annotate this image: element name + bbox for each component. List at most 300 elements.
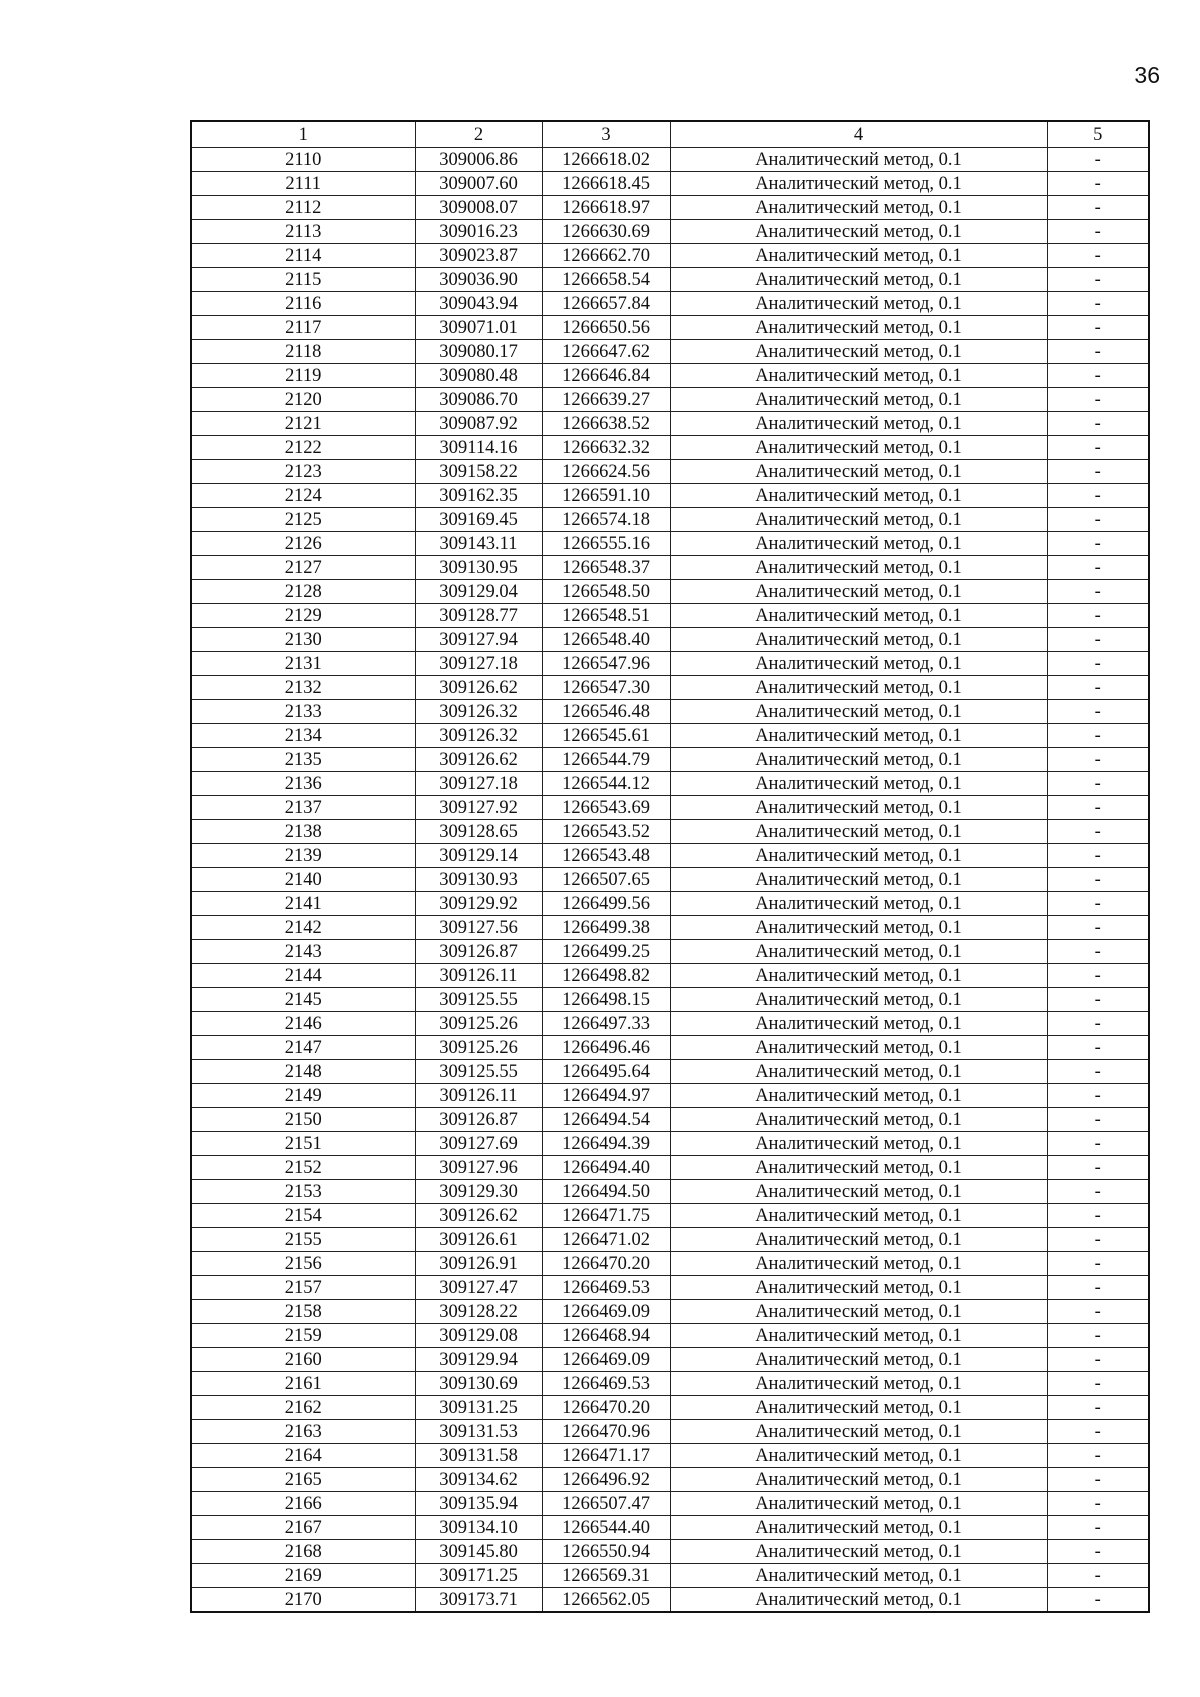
- method-cell: Аналитический метод, 0.1: [670, 724, 1047, 748]
- method-cell: Аналитический метод, 0.1: [670, 988, 1047, 1012]
- method-cell: Аналитический метод, 0.1: [670, 244, 1047, 268]
- table-row: [191, 1204, 1149, 1228]
- note-cell: -: [1047, 1252, 1149, 1276]
- y-coordinate-cell: 1266470.20: [542, 1252, 670, 1276]
- x-coordinate-cell: 309125.55: [415, 1060, 542, 1084]
- table-row: [191, 1012, 1149, 1036]
- table-row: [191, 508, 1149, 532]
- table-row: [191, 1132, 1149, 1156]
- method-cell: Аналитический метод, 0.1: [670, 1300, 1047, 1324]
- note-cell: -: [1047, 1084, 1149, 1108]
- column-header-5: 5: [1047, 121, 1149, 148]
- point-number-cell: 2139: [191, 844, 415, 868]
- y-coordinate-cell: 1266498.15: [542, 988, 670, 1012]
- method-cell: Аналитический метод, 0.1: [670, 1204, 1047, 1228]
- point-number-cell: 2128: [191, 580, 415, 604]
- y-coordinate-cell: 1266471.17: [542, 1444, 670, 1468]
- table-row: [191, 388, 1149, 412]
- table-row: [191, 1348, 1149, 1372]
- note-cell: -: [1047, 1492, 1149, 1516]
- table-row: [191, 484, 1149, 508]
- point-number-cell: 2168: [191, 1540, 415, 1564]
- x-coordinate-cell: 309171.25: [415, 1564, 542, 1588]
- method-cell: Аналитический метод, 0.1: [670, 484, 1047, 508]
- method-cell: Аналитический метод, 0.1: [670, 628, 1047, 652]
- note-cell: -: [1047, 292, 1149, 316]
- note-cell: -: [1047, 340, 1149, 364]
- method-cell: Аналитический метод, 0.1: [670, 220, 1047, 244]
- x-coordinate-cell: 309023.87: [415, 244, 542, 268]
- note-cell: -: [1047, 196, 1149, 220]
- point-number-cell: 2115: [191, 268, 415, 292]
- point-number-cell: 2127: [191, 556, 415, 580]
- y-coordinate-cell: 1266548.40: [542, 628, 670, 652]
- x-coordinate-cell: 309129.08: [415, 1324, 542, 1348]
- point-number-cell: 2159: [191, 1324, 415, 1348]
- y-coordinate-cell: 1266496.46: [542, 1036, 670, 1060]
- y-coordinate-cell: 1266574.18: [542, 508, 670, 532]
- method-cell: Аналитический метод, 0.1: [670, 292, 1047, 316]
- note-cell: -: [1047, 1348, 1149, 1372]
- x-coordinate-cell: 309126.62: [415, 676, 542, 700]
- y-coordinate-cell: 1266470.20: [542, 1396, 670, 1420]
- method-cell: Аналитический метод, 0.1: [670, 1444, 1047, 1468]
- method-cell: Аналитический метод, 0.1: [670, 172, 1047, 196]
- note-cell: -: [1047, 748, 1149, 772]
- method-cell: Аналитический метод, 0.1: [670, 556, 1047, 580]
- x-coordinate-cell: 309143.11: [415, 532, 542, 556]
- x-coordinate-cell: 309007.60: [415, 172, 542, 196]
- point-number-cell: 2151: [191, 1132, 415, 1156]
- point-number-cell: 2141: [191, 892, 415, 916]
- method-cell: Аналитический метод, 0.1: [670, 1396, 1047, 1420]
- x-coordinate-cell: 309126.91: [415, 1252, 542, 1276]
- note-cell: -: [1047, 844, 1149, 868]
- table-row: [191, 220, 1149, 244]
- note-cell: -: [1047, 580, 1149, 604]
- note-cell: -: [1047, 1324, 1149, 1348]
- y-coordinate-cell: 1266471.02: [542, 1228, 670, 1252]
- y-coordinate-cell: 1266639.27: [542, 388, 670, 412]
- y-coordinate-cell: 1266618.02: [542, 148, 670, 172]
- note-cell: -: [1047, 220, 1149, 244]
- table-row: [191, 1540, 1149, 1564]
- x-coordinate-cell: 309129.30: [415, 1180, 542, 1204]
- note-cell: -: [1047, 772, 1149, 796]
- point-number-cell: 2154: [191, 1204, 415, 1228]
- note-cell: -: [1047, 508, 1149, 532]
- x-coordinate-cell: 309127.96: [415, 1156, 542, 1180]
- method-cell: Аналитический метод, 0.1: [670, 1540, 1047, 1564]
- method-cell: Аналитический метод, 0.1: [670, 340, 1047, 364]
- table-row: [191, 748, 1149, 772]
- note-cell: -: [1047, 316, 1149, 340]
- table-row: [191, 1156, 1149, 1180]
- note-cell: -: [1047, 460, 1149, 484]
- y-coordinate-cell: 1266544.79: [542, 748, 670, 772]
- table-row: [191, 676, 1149, 700]
- point-number-cell: 2163: [191, 1420, 415, 1444]
- table-row: [191, 268, 1149, 292]
- table-row: [191, 340, 1149, 364]
- method-cell: Аналитический метод, 0.1: [670, 1252, 1047, 1276]
- table-row: [191, 844, 1149, 868]
- x-coordinate-cell: 309126.87: [415, 940, 542, 964]
- note-cell: -: [1047, 1012, 1149, 1036]
- note-cell: -: [1047, 412, 1149, 436]
- y-coordinate-cell: 1266548.50: [542, 580, 670, 604]
- note-cell: -: [1047, 1276, 1149, 1300]
- table-row: [191, 1564, 1149, 1588]
- method-cell: Аналитический метод, 0.1: [670, 1420, 1047, 1444]
- table-row: [191, 796, 1149, 820]
- x-coordinate-cell: 309080.48: [415, 364, 542, 388]
- note-cell: -: [1047, 268, 1149, 292]
- x-coordinate-cell: 309130.69: [415, 1372, 542, 1396]
- x-coordinate-cell: 309125.26: [415, 1036, 542, 1060]
- x-coordinate-cell: 309169.45: [415, 508, 542, 532]
- page-number: 36: [1134, 62, 1160, 88]
- table-row: [191, 436, 1149, 460]
- y-coordinate-cell: 1266618.97: [542, 196, 670, 220]
- y-coordinate-cell: 1266543.69: [542, 796, 670, 820]
- y-coordinate-cell: 1266547.96: [542, 652, 670, 676]
- note-cell: -: [1047, 1108, 1149, 1132]
- method-cell: Аналитический метод, 0.1: [670, 1276, 1047, 1300]
- table-row: [191, 1468, 1149, 1492]
- x-coordinate-cell: 309129.14: [415, 844, 542, 868]
- table-row: [191, 244, 1149, 268]
- x-coordinate-cell: 309036.90: [415, 268, 542, 292]
- note-cell: -: [1047, 1156, 1149, 1180]
- method-cell: Аналитический метод, 0.1: [670, 772, 1047, 796]
- note-cell: -: [1047, 1444, 1149, 1468]
- point-number-cell: 2132: [191, 676, 415, 700]
- note-cell: -: [1047, 364, 1149, 388]
- method-cell: Аналитический метод, 0.1: [670, 436, 1047, 460]
- y-coordinate-cell: 1266647.62: [542, 340, 670, 364]
- table-row: [191, 820, 1149, 844]
- note-cell: -: [1047, 1204, 1149, 1228]
- table-row: [191, 1084, 1149, 1108]
- column-header-2: 2: [415, 121, 542, 148]
- note-cell: -: [1047, 1564, 1149, 1588]
- x-coordinate-cell: 309129.04: [415, 580, 542, 604]
- method-cell: Аналитический метод, 0.1: [670, 748, 1047, 772]
- point-number-cell: 2144: [191, 964, 415, 988]
- note-cell: -: [1047, 1372, 1149, 1396]
- point-number-cell: 2119: [191, 364, 415, 388]
- y-coordinate-cell: 1266498.82: [542, 964, 670, 988]
- y-coordinate-cell: 1266591.10: [542, 484, 670, 508]
- x-coordinate-cell: 309086.70: [415, 388, 542, 412]
- method-cell: Аналитический метод, 0.1: [670, 844, 1047, 868]
- method-cell: Аналитический метод, 0.1: [670, 604, 1047, 628]
- table-row: [191, 1420, 1149, 1444]
- note-cell: -: [1047, 604, 1149, 628]
- table-row: [191, 628, 1149, 652]
- y-coordinate-cell: 1266657.84: [542, 292, 670, 316]
- y-coordinate-cell: 1266543.48: [542, 844, 670, 868]
- method-cell: Аналитический метод, 0.1: [670, 460, 1047, 484]
- table-row: [191, 1036, 1149, 1060]
- point-number-cell: 2149: [191, 1084, 415, 1108]
- y-coordinate-cell: 1266632.32: [542, 436, 670, 460]
- x-coordinate-cell: 309173.71: [415, 1588, 542, 1613]
- y-coordinate-cell: 1266546.48: [542, 700, 670, 724]
- point-number-cell: 2131: [191, 652, 415, 676]
- y-coordinate-cell: 1266658.54: [542, 268, 670, 292]
- column-header-1: 1: [191, 121, 415, 148]
- method-cell: Аналитический метод, 0.1: [670, 1084, 1047, 1108]
- method-cell: Аналитический метод, 0.1: [670, 412, 1047, 436]
- table-body: [191, 148, 1149, 1613]
- point-number-cell: 2114: [191, 244, 415, 268]
- point-number-cell: 2133: [191, 700, 415, 724]
- point-number-cell: 2122: [191, 436, 415, 460]
- point-number-cell: 2121: [191, 412, 415, 436]
- y-coordinate-cell: 1266543.52: [542, 820, 670, 844]
- y-coordinate-cell: 1266550.94: [542, 1540, 670, 1564]
- y-coordinate-cell: 1266646.84: [542, 364, 670, 388]
- point-number-cell: 2161: [191, 1372, 415, 1396]
- y-coordinate-cell: 1266630.69: [542, 220, 670, 244]
- y-coordinate-cell: 1266548.37: [542, 556, 670, 580]
- x-coordinate-cell: 309127.18: [415, 652, 542, 676]
- table-row: [191, 172, 1149, 196]
- y-coordinate-cell: 1266618.45: [542, 172, 670, 196]
- point-number-cell: 2150: [191, 1108, 415, 1132]
- note-cell: -: [1047, 676, 1149, 700]
- column-header-4: 4: [670, 121, 1047, 148]
- table-row: [191, 460, 1149, 484]
- table-row: [191, 1300, 1149, 1324]
- method-cell: Аналитический метод, 0.1: [670, 316, 1047, 340]
- note-cell: -: [1047, 1060, 1149, 1084]
- note-cell: -: [1047, 388, 1149, 412]
- y-coordinate-cell: 1266548.51: [542, 604, 670, 628]
- method-cell: Аналитический метод, 0.1: [670, 1108, 1047, 1132]
- note-cell: -: [1047, 148, 1149, 172]
- note-cell: -: [1047, 1588, 1149, 1613]
- point-number-cell: 2162: [191, 1396, 415, 1420]
- y-coordinate-cell: 1266545.61: [542, 724, 670, 748]
- note-cell: -: [1047, 988, 1149, 1012]
- y-coordinate-cell: 1266469.53: [542, 1372, 670, 1396]
- point-number-cell: 2110: [191, 148, 415, 172]
- x-coordinate-cell: 309131.25: [415, 1396, 542, 1420]
- point-number-cell: 2135: [191, 748, 415, 772]
- x-coordinate-cell: 309126.61: [415, 1228, 542, 1252]
- method-cell: Аналитический метод, 0.1: [670, 1348, 1047, 1372]
- method-cell: Аналитический метод, 0.1: [670, 1132, 1047, 1156]
- x-coordinate-cell: 309135.94: [415, 1492, 542, 1516]
- y-coordinate-cell: 1266544.12: [542, 772, 670, 796]
- point-number-cell: 2166: [191, 1492, 415, 1516]
- y-coordinate-cell: 1266469.09: [542, 1300, 670, 1324]
- y-coordinate-cell: 1266507.47: [542, 1492, 670, 1516]
- x-coordinate-cell: 309162.35: [415, 484, 542, 508]
- note-cell: -: [1047, 436, 1149, 460]
- method-cell: Аналитический метод, 0.1: [670, 1228, 1047, 1252]
- table-row: [191, 772, 1149, 796]
- y-coordinate-cell: 1266494.39: [542, 1132, 670, 1156]
- x-coordinate-cell: 309126.62: [415, 748, 542, 772]
- method-cell: Аналитический метод, 0.1: [670, 1060, 1047, 1084]
- x-coordinate-cell: 309127.18: [415, 772, 542, 796]
- y-coordinate-cell: 1266469.09: [542, 1348, 670, 1372]
- x-coordinate-cell: 309127.47: [415, 1276, 542, 1300]
- table-row: [191, 916, 1149, 940]
- table-row: [191, 988, 1149, 1012]
- table-row: [191, 532, 1149, 556]
- x-coordinate-cell: 309126.11: [415, 964, 542, 988]
- method-cell: Аналитический метод, 0.1: [670, 532, 1047, 556]
- table-row: [191, 1060, 1149, 1084]
- point-number-cell: 2112: [191, 196, 415, 220]
- method-cell: Аналитический метод, 0.1: [670, 268, 1047, 292]
- method-cell: Аналитический метод, 0.1: [670, 964, 1047, 988]
- method-cell: Аналитический метод, 0.1: [670, 1468, 1047, 1492]
- note-cell: -: [1047, 796, 1149, 820]
- x-coordinate-cell: 309080.17: [415, 340, 542, 364]
- note-cell: -: [1047, 1132, 1149, 1156]
- x-coordinate-cell: 309126.11: [415, 1084, 542, 1108]
- y-coordinate-cell: 1266547.30: [542, 676, 670, 700]
- method-cell: Аналитический метод, 0.1: [670, 1180, 1047, 1204]
- note-cell: -: [1047, 1516, 1149, 1540]
- x-coordinate-cell: 309127.94: [415, 628, 542, 652]
- y-coordinate-cell: 1266471.75: [542, 1204, 670, 1228]
- note-cell: -: [1047, 940, 1149, 964]
- table-row: [191, 1516, 1149, 1540]
- table-row: [191, 1372, 1149, 1396]
- method-cell: Аналитический метод, 0.1: [670, 508, 1047, 532]
- y-coordinate-cell: 1266499.25: [542, 940, 670, 964]
- table-row: [191, 196, 1149, 220]
- table-row: [191, 1276, 1149, 1300]
- y-coordinate-cell: 1266494.50: [542, 1180, 670, 1204]
- x-coordinate-cell: 309043.94: [415, 292, 542, 316]
- point-number-cell: 2158: [191, 1300, 415, 1324]
- table-row: [191, 580, 1149, 604]
- method-cell: Аналитический метод, 0.1: [670, 1516, 1047, 1540]
- point-number-cell: 2117: [191, 316, 415, 340]
- x-coordinate-cell: 309128.77: [415, 604, 542, 628]
- x-coordinate-cell: 309130.93: [415, 868, 542, 892]
- table-row: [191, 1396, 1149, 1420]
- y-coordinate-cell: 1266555.16: [542, 532, 670, 556]
- table-row: [191, 556, 1149, 580]
- point-number-cell: 2130: [191, 628, 415, 652]
- y-coordinate-cell: 1266495.64: [542, 1060, 670, 1084]
- method-cell: Аналитический метод, 0.1: [670, 196, 1047, 220]
- method-cell: Аналитический метод, 0.1: [670, 364, 1047, 388]
- note-cell: -: [1047, 1420, 1149, 1444]
- point-number-cell: 2138: [191, 820, 415, 844]
- x-coordinate-cell: 309158.22: [415, 460, 542, 484]
- method-cell: Аналитический метод, 0.1: [670, 892, 1047, 916]
- point-number-cell: 2155: [191, 1228, 415, 1252]
- table-row: [191, 1252, 1149, 1276]
- table-row: [191, 364, 1149, 388]
- table-row: [191, 892, 1149, 916]
- point-number-cell: 2165: [191, 1468, 415, 1492]
- table-row: [191, 412, 1149, 436]
- y-coordinate-cell: 1266494.40: [542, 1156, 670, 1180]
- y-coordinate-cell: 1266562.05: [542, 1588, 670, 1613]
- point-number-cell: 2129: [191, 604, 415, 628]
- x-coordinate-cell: 309128.22: [415, 1300, 542, 1324]
- x-coordinate-cell: 309087.92: [415, 412, 542, 436]
- y-coordinate-cell: 1266494.54: [542, 1108, 670, 1132]
- x-coordinate-cell: 309129.94: [415, 1348, 542, 1372]
- y-coordinate-cell: 1266470.96: [542, 1420, 670, 1444]
- y-coordinate-cell: 1266638.52: [542, 412, 670, 436]
- note-cell: -: [1047, 892, 1149, 916]
- method-cell: Аналитический метод, 0.1: [670, 700, 1047, 724]
- note-cell: -: [1047, 1300, 1149, 1324]
- table-row: [191, 292, 1149, 316]
- x-coordinate-cell: 309071.01: [415, 316, 542, 340]
- table-row: [191, 724, 1149, 748]
- note-cell: -: [1047, 628, 1149, 652]
- method-cell: Аналитический метод, 0.1: [670, 676, 1047, 700]
- note-cell: -: [1047, 700, 1149, 724]
- x-coordinate-cell: 309016.23: [415, 220, 542, 244]
- method-cell: Аналитический метод, 0.1: [670, 1492, 1047, 1516]
- y-coordinate-cell: 1266494.97: [542, 1084, 670, 1108]
- point-number-cell: 2152: [191, 1156, 415, 1180]
- method-cell: Аналитический метод, 0.1: [670, 940, 1047, 964]
- point-number-cell: 2125: [191, 508, 415, 532]
- point-number-cell: 2169: [191, 1564, 415, 1588]
- method-cell: Аналитический метод, 0.1: [670, 652, 1047, 676]
- point-number-cell: 2167: [191, 1516, 415, 1540]
- y-coordinate-cell: 1266507.65: [542, 868, 670, 892]
- y-coordinate-cell: 1266544.40: [542, 1516, 670, 1540]
- table-row: [191, 1108, 1149, 1132]
- note-cell: -: [1047, 724, 1149, 748]
- x-coordinate-cell: 309131.53: [415, 1420, 542, 1444]
- method-cell: Аналитический метод, 0.1: [670, 916, 1047, 940]
- note-cell: -: [1047, 484, 1149, 508]
- note-cell: -: [1047, 652, 1149, 676]
- method-cell: Аналитический метод, 0.1: [670, 580, 1047, 604]
- method-cell: Аналитический метод, 0.1: [670, 820, 1047, 844]
- coordinates-table: [190, 120, 1150, 1613]
- point-number-cell: 2170: [191, 1588, 415, 1613]
- method-cell: Аналитический метод, 0.1: [670, 388, 1047, 412]
- method-cell: Аналитический метод, 0.1: [670, 1156, 1047, 1180]
- x-coordinate-cell: 309127.92: [415, 796, 542, 820]
- x-coordinate-cell: 309131.58: [415, 1444, 542, 1468]
- note-cell: -: [1047, 868, 1149, 892]
- note-cell: -: [1047, 1540, 1149, 1564]
- method-cell: Аналитический метод, 0.1: [670, 1324, 1047, 1348]
- x-coordinate-cell: 309126.32: [415, 700, 542, 724]
- point-number-cell: 2134: [191, 724, 415, 748]
- y-coordinate-cell: 1266469.53: [542, 1276, 670, 1300]
- point-number-cell: 2143: [191, 940, 415, 964]
- note-cell: -: [1047, 1396, 1149, 1420]
- method-cell: Аналитический метод, 0.1: [670, 1372, 1047, 1396]
- table-row: [191, 1228, 1149, 1252]
- point-number-cell: 2147: [191, 1036, 415, 1060]
- y-coordinate-cell: 1266499.56: [542, 892, 670, 916]
- note-cell: -: [1047, 964, 1149, 988]
- point-number-cell: 2145: [191, 988, 415, 1012]
